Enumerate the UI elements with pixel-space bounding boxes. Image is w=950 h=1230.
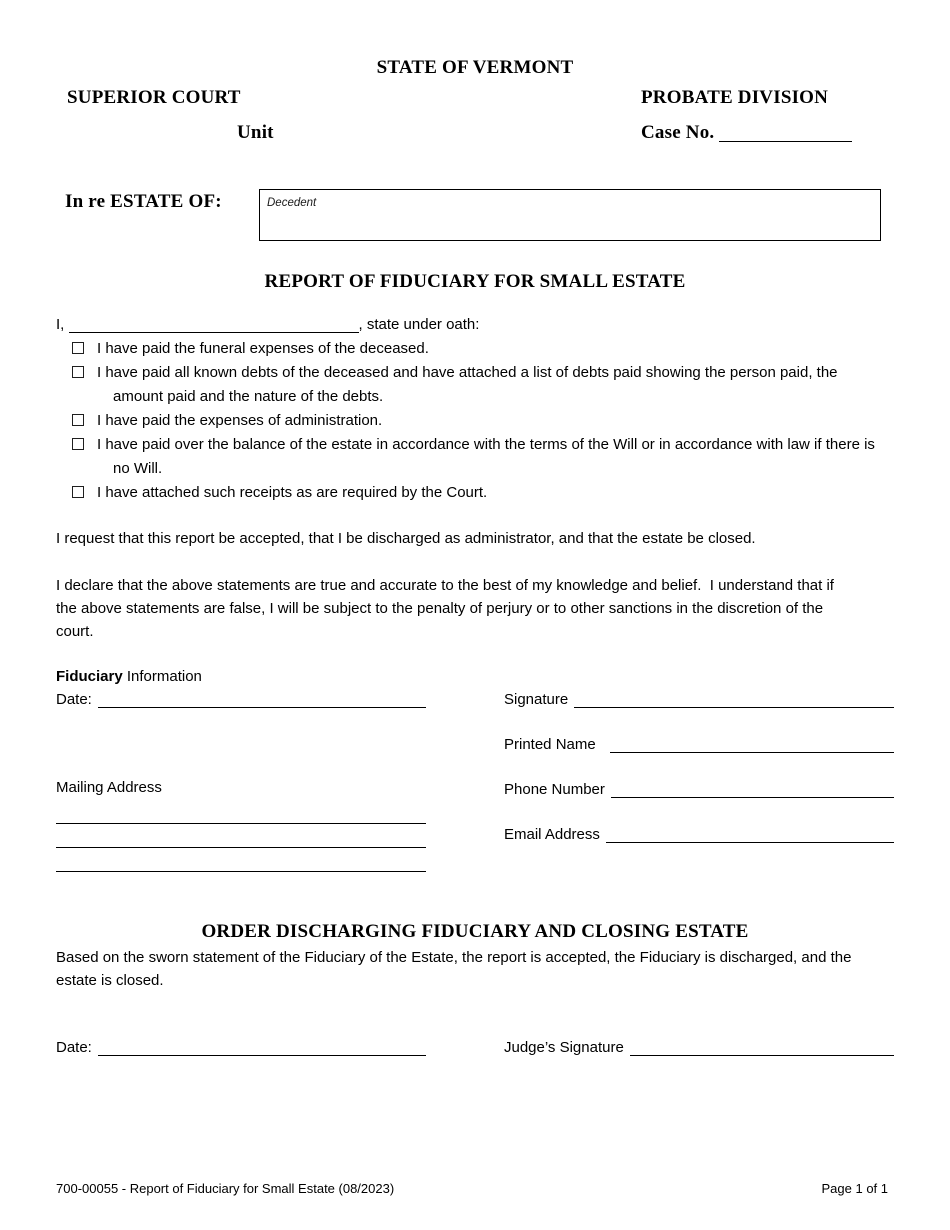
oath-prefix: I, xyxy=(56,316,65,333)
in-re-estate-label: In re ESTATE OF: xyxy=(65,191,222,212)
state-title: STATE OF VERMONT xyxy=(376,57,574,78)
mailing-address-line-3[interactable] xyxy=(56,848,426,872)
unit-label: Unit xyxy=(237,122,274,143)
order-body-paragraph: Based on the sworn statement of the Fiduciary of the Estate, the report is accepted, the Fiduciary is discharged, and the estate is closed. xyxy=(56,949,852,989)
declaration-paragraph: I declare that the above statements are true and accurate to the best of my knowledge and belief. I understand that if the above statements are false, I will be subject to the penalty of perjury or to other sanctions in the discretion of the court. xyxy=(56,577,834,640)
division-name: PROBATE DIVISION xyxy=(641,87,829,108)
oath-statement-item xyxy=(56,481,894,505)
phone-number-blank-field[interactable] xyxy=(611,778,894,798)
case-number-label: Case No. xyxy=(641,122,715,143)
judge-signature-part xyxy=(504,1036,894,1060)
fiduciary-heading-bold: Fiduciary xyxy=(56,668,123,685)
fiduciary-left-column xyxy=(56,688,426,872)
form-body xyxy=(56,271,894,1060)
fiduciary-information-heading xyxy=(56,665,894,688)
email-address-label: Email Address xyxy=(504,826,600,843)
order-date-blank-field[interactable] xyxy=(98,1036,426,1056)
oath-statement-list xyxy=(56,337,894,505)
signature-blank-field[interactable] xyxy=(574,688,894,708)
order-date-label: Date: xyxy=(56,1039,92,1056)
footer-form-number: 700-00055 - Report of Fiduciary for Small Estate (08/2023) xyxy=(56,1181,395,1196)
case-number-blank-field[interactable] xyxy=(719,126,852,142)
signature-label: Signature xyxy=(504,691,569,708)
oath-statement-text: I have paid all known debts of the deceased and have attached a list of debts paid showing the person paid, the amount paid and the nature of the debts. xyxy=(97,364,838,405)
email-address-blank-field[interactable] xyxy=(606,823,894,843)
decedent-box-label: Decedent xyxy=(267,197,317,209)
footer-page-number: Page 1 of 1 xyxy=(821,1181,888,1196)
report-title: REPORT OF FIDUCIARY FOR SMALL ESTATE xyxy=(264,271,686,292)
date-label: Date: xyxy=(56,691,92,708)
oath-intro-line xyxy=(56,313,894,337)
phone-number-row xyxy=(504,778,894,802)
order-date-part xyxy=(56,1036,426,1060)
request-paragraph: I request that this report be accepted, that I be discharged as administrator, and that the estate be closed. xyxy=(56,530,756,547)
judge-signature-label: Judge’s Signature xyxy=(504,1039,624,1056)
checkbox-icon[interactable] xyxy=(72,342,84,354)
order-section-title: ORDER DISCHARGING FIDUCIARY AND CLOSING ESTATE xyxy=(201,921,749,942)
oath-statement-text: I have paid the expenses of administration. xyxy=(97,412,383,429)
email-address-row xyxy=(504,823,894,847)
mailing-address-label: Mailing Address xyxy=(56,779,162,796)
fiduciary-heading-rest: Information xyxy=(122,668,202,685)
oath-statement-text: I have paid over the balance of the estate in accordance with the terms of the Will or in accordance with law if there is no Will. xyxy=(97,436,875,477)
oath-statement-item xyxy=(56,361,894,409)
fiduciary-columns xyxy=(56,688,894,872)
phone-number-label: Phone Number xyxy=(504,781,605,798)
checkbox-icon[interactable] xyxy=(72,486,84,498)
oath-statement-item xyxy=(56,433,894,481)
checkbox-icon[interactable] xyxy=(72,438,84,450)
date-row xyxy=(56,688,426,712)
decedent-name-box[interactable] xyxy=(259,189,881,241)
checkbox-icon[interactable] xyxy=(72,414,84,426)
oath-statement-item xyxy=(56,337,894,361)
fiduciary-name-blank-field[interactable] xyxy=(69,317,359,333)
mailing-address-line-2[interactable] xyxy=(56,824,426,848)
checkbox-icon[interactable] xyxy=(72,366,84,378)
judge-signature-blank-field[interactable] xyxy=(630,1036,894,1056)
date-blank-field[interactable] xyxy=(98,688,426,708)
page-footer xyxy=(56,1180,888,1198)
printed-name-label: Printed Name xyxy=(504,736,596,753)
oath-suffix: , state under oath: xyxy=(358,316,480,333)
case-number-row xyxy=(641,122,852,144)
oath-statement-text: I have attached such receipts as are required by the Court. xyxy=(97,484,488,501)
court-name: SUPERIOR COURT xyxy=(67,87,241,108)
fiduciary-right-column xyxy=(504,688,894,872)
oath-statement-text: I have paid the funeral expenses of the deceased. xyxy=(97,340,429,357)
signature-row xyxy=(504,688,894,712)
order-signature-row xyxy=(56,1036,894,1060)
printed-name-row xyxy=(504,733,894,757)
printed-name-blank-field[interactable] xyxy=(610,733,894,753)
oath-statement-item xyxy=(56,409,894,433)
mailing-address-line-1[interactable] xyxy=(56,800,426,824)
